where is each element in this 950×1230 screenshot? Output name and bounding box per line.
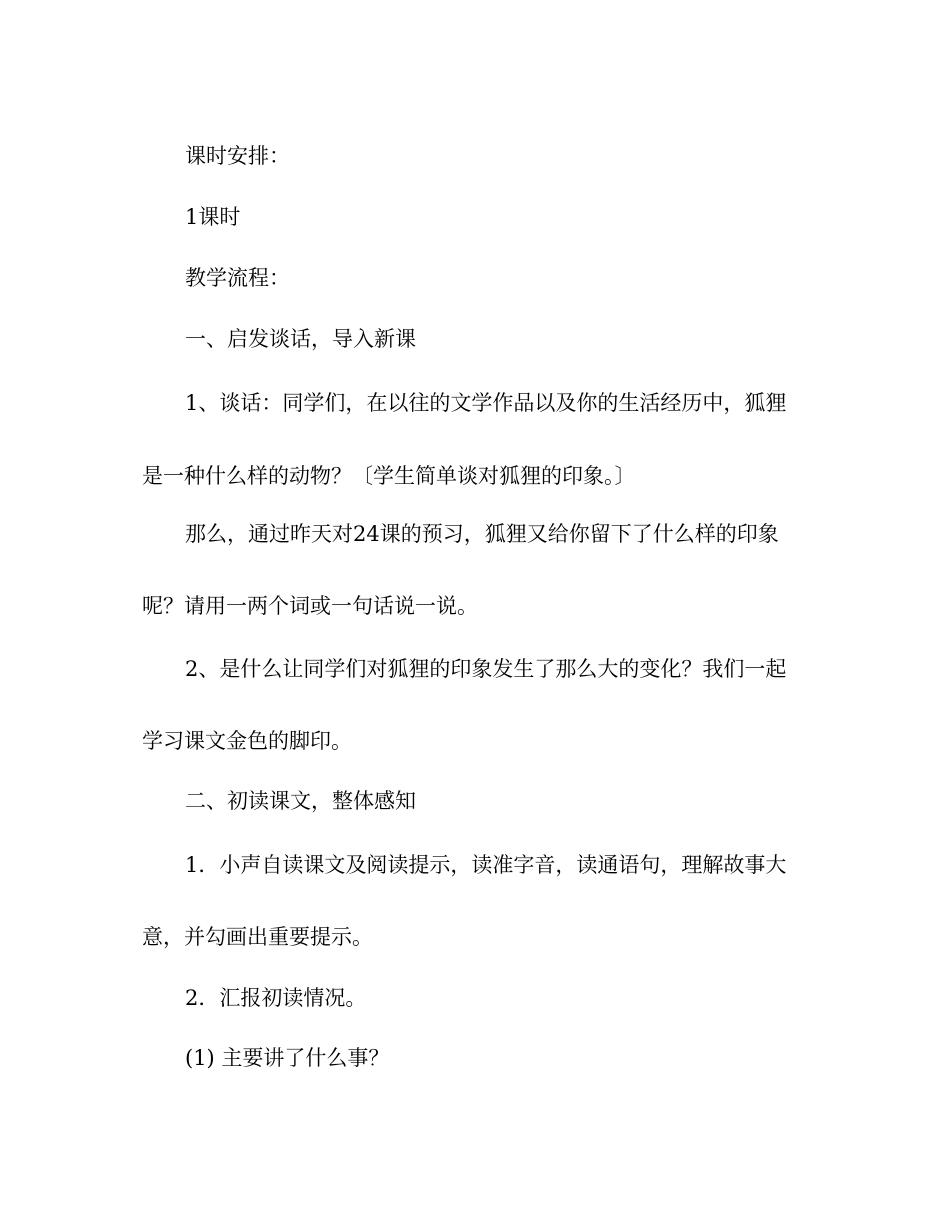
section-heading: 一、启发谈话，导入新课 <box>185 327 416 351</box>
text-line: 学习课文金色的脚印。 <box>142 729 352 753</box>
text-line: 课时安排： <box>185 144 290 168</box>
text-line: 是一种什么样的动物？〔学生简单谈对狐狸的印象。〕 <box>142 464 636 488</box>
text-line: 1、谈话：同学们，在以往的文学作品以及你的生活经历中，狐狸 <box>185 391 787 415</box>
text-line: 呢？请用一两个词或一句话说一说。 <box>142 594 478 618</box>
text-line: 2、是什么让同学们对狐狸的印象发生了那么大的变化？我们一起 <box>185 657 787 681</box>
text-line: 意，并勾画出重要提示。 <box>142 925 373 949</box>
text-line: 2．汇报初读情况。 <box>185 986 367 1010</box>
text-line: 1课时 <box>185 205 241 229</box>
text-line: 那么，通过昨天对24课的预习，狐狸又给你留下了什么样的印象 <box>185 522 779 546</box>
text-line: (1) 主要讲了什么事？ <box>185 1046 390 1070</box>
section-heading: 二、初读课文，整体感知 <box>185 789 416 813</box>
text-line: 教学流程： <box>185 266 290 290</box>
text-line: 1．小声自读课文及阅读提示，读准字音，读通语句，理解故事大 <box>185 853 787 877</box>
